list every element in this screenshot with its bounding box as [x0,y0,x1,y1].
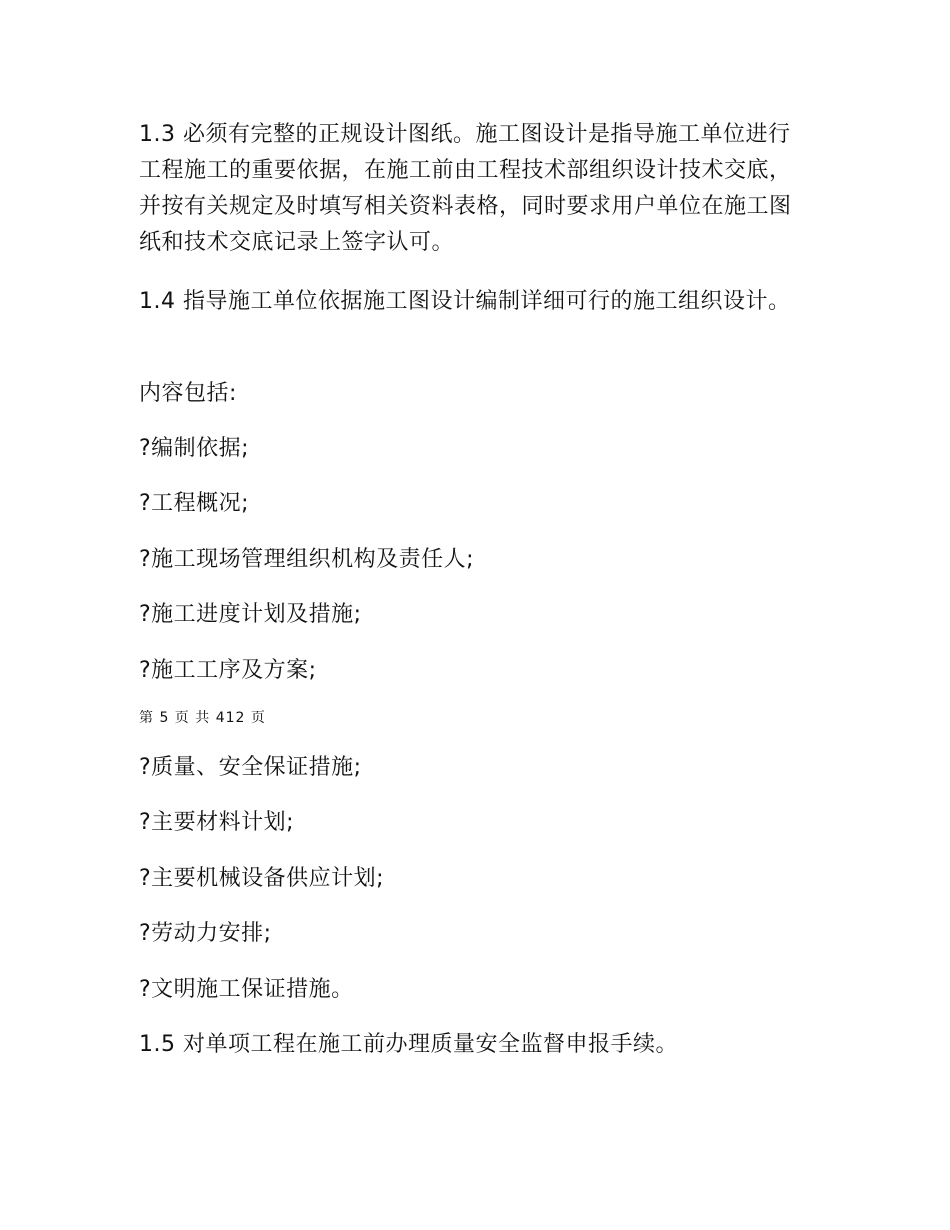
list-item: ?主要机械设备供应计划; [139,866,385,891]
list-item: ?编制依据; [139,436,250,461]
paragraph-1-3: 1.3 必须有完整的正规设计图纸。施工图设计是指导施工单位进行工程施工的重要依据，在施工前由工程技术部组织设计技术交底，并按有关规定及时填写相关资料表格，同时要求用户单位在施工图纸和技术交底记录上签字认可。 [139,122,792,255]
list-item: ?质量、安全保证措施; [139,755,362,780]
list-item: ?劳动力安排; [139,921,272,946]
list-item: ?工程概况; [139,491,250,516]
content-intro: 内容包括: [139,381,237,406]
paragraph-1-4: 1.4 指导施工单位依据施工图设计编制详细可行的施工组织设计。 [139,289,791,314]
paragraph-1-5: 1.5 对单项工程在施工前办理质量安全监督申报手续。 [139,1032,678,1057]
list-item: ?主要材料计划; [139,810,295,835]
page-number-footer: 第 5 页 共 412 页 [139,710,266,726]
list-item: ?文明施工保证措施。 [139,977,354,1002]
list-item: ?施工工序及方案; [139,658,317,683]
list-item: ?施工进度计划及措施; [139,602,362,627]
list-item: ?施工现场管理组织机构及责任人; [139,547,475,572]
